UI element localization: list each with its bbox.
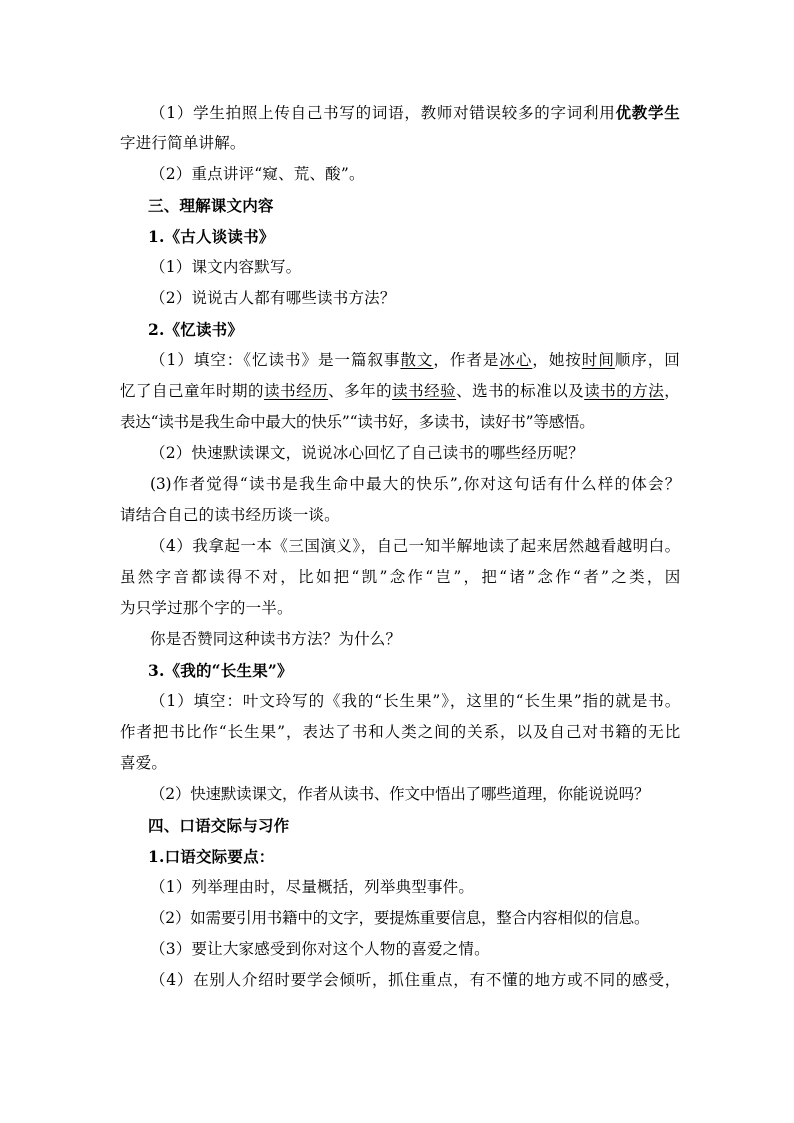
heading-text: 3.《我的“长生果”》	[148, 661, 293, 680]
underlined-answer: 读书经验	[392, 382, 457, 400]
text-span: ，她按	[532, 351, 582, 369]
paragraph-line	[120, 438, 680, 469]
subsection-heading	[120, 221, 680, 252]
text-span: ，作者是	[433, 351, 500, 369]
underlined-answer: 读书的方法	[584, 382, 665, 400]
paragraph-line	[120, 97, 680, 128]
text-span: （4）在别人介绍时要学会倾听，抓住重点，有不懂的地方或不同的感受，	[150, 971, 680, 989]
text-span: （2）如需要引用书籍中的文字，要提炼重要信息，整合内容相似的信息。	[150, 909, 650, 927]
text-span: 表达“读书是我生命中最大的快乐”“读书好，多读书，读好书”等感悟。	[120, 413, 595, 431]
text-span: 字进行简单讲解。	[120, 134, 246, 152]
paragraph-line	[120, 872, 680, 903]
paragraph-line	[120, 779, 680, 810]
paragraph-line	[120, 717, 680, 748]
paragraph-line	[120, 903, 680, 934]
paragraph-line	[120, 159, 680, 190]
text-span: 、选书的标准以及	[456, 382, 585, 400]
text-span: （4）我拿起一本《三国演义》，自己一知半解地读了起来居然越看越明白。	[150, 537, 680, 555]
text-span: 顺序，回	[614, 351, 680, 369]
text-span: （2）重点讲评“窥、荒、酸”。	[150, 165, 365, 183]
paragraph-line	[120, 934, 680, 965]
text-span: 、多年的	[328, 382, 393, 400]
bold-text-span: 优教学生	[615, 103, 680, 122]
text-span: 为只学过那个字的一半。	[120, 599, 293, 617]
underlined-answer: 冰心	[499, 351, 533, 369]
heading-text: 2.《忆读书》	[148, 320, 244, 339]
text-span: 你是否赞同这种读书方法？为什么？	[150, 630, 402, 648]
text-span: （3）要让大家感受到你对这个人物的喜爱之情。	[150, 940, 490, 958]
paragraph-line	[120, 283, 680, 314]
section-heading	[120, 190, 680, 221]
text-span: （1）填空：《忆读书》是一篇叙事	[150, 351, 401, 369]
underlined-answer: 时间	[581, 351, 615, 369]
paragraph-line	[120, 345, 680, 376]
subsection-heading	[120, 314, 680, 345]
text-span: 忆了自己童年时期的	[120, 382, 265, 400]
section-heading	[120, 810, 680, 841]
text-span: 喜爱。	[120, 754, 168, 772]
paragraph-line	[120, 500, 680, 531]
underlined-answer: 散文	[400, 351, 434, 369]
paragraph-line	[120, 562, 680, 593]
text-span: （1）课文内容默写。	[150, 258, 302, 276]
subsection-heading	[120, 841, 680, 872]
heading-text: 1.口语交际要点：	[148, 847, 275, 866]
paragraph-line	[120, 531, 680, 562]
text-span: （2）说说古人都有哪些读书方法？	[150, 289, 396, 307]
heading-text: 四、口语交际与习作	[148, 816, 290, 835]
heading-text: 1.《古人谈读书》	[148, 227, 275, 246]
text-span: ，	[664, 382, 680, 400]
text-span: 虽然字音都读得不对，比如把“凯”念作“岂”，把“诸”念作“者”之类，因	[120, 568, 680, 586]
underlined-answer: 读书经历	[264, 382, 329, 400]
paragraph-line	[120, 469, 680, 500]
document-body	[120, 97, 680, 996]
paragraph-line	[120, 252, 680, 283]
heading-text: 三、理解课文内容	[148, 196, 274, 215]
text-span: 请结合自己的读书经历谈一谈。	[120, 506, 340, 524]
text-span: （2）快速默读课文，说说冰心回忆了自己读书的哪些经历呢？	[150, 444, 584, 462]
paragraph-line	[120, 965, 680, 996]
text-span: 作者把书比作“长生果”，表达了书和人类之间的关系，以及自己对书籍的无比	[120, 723, 680, 741]
text-span: （1）学生拍照上传自己书写的词语，教师对错误较多的字词利用	[150, 104, 616, 122]
subsection-heading	[120, 655, 680, 686]
text-span: (3)作者觉得“读书是我生命中最大的快乐”,你对这句话有什么样的体会？	[150, 475, 680, 493]
paragraph-line	[120, 686, 680, 717]
text-span: （2）快速默读课文，作者从读书、作文中悟出了哪些道理，你能说说吗？	[150, 785, 650, 803]
paragraph-line	[120, 748, 680, 779]
paragraph-line	[120, 624, 680, 655]
paragraph-line	[120, 128, 680, 159]
paragraph-line	[120, 407, 680, 438]
paragraph-line	[120, 376, 680, 407]
paragraph-line	[120, 593, 680, 624]
text-span: （1）填空：叶文玲写的《我的“长生果”》，这里的“长生果”指的就是书。	[150, 692, 680, 710]
text-span: （1）列举理由时，尽量概括，列举典型事件。	[150, 878, 475, 896]
